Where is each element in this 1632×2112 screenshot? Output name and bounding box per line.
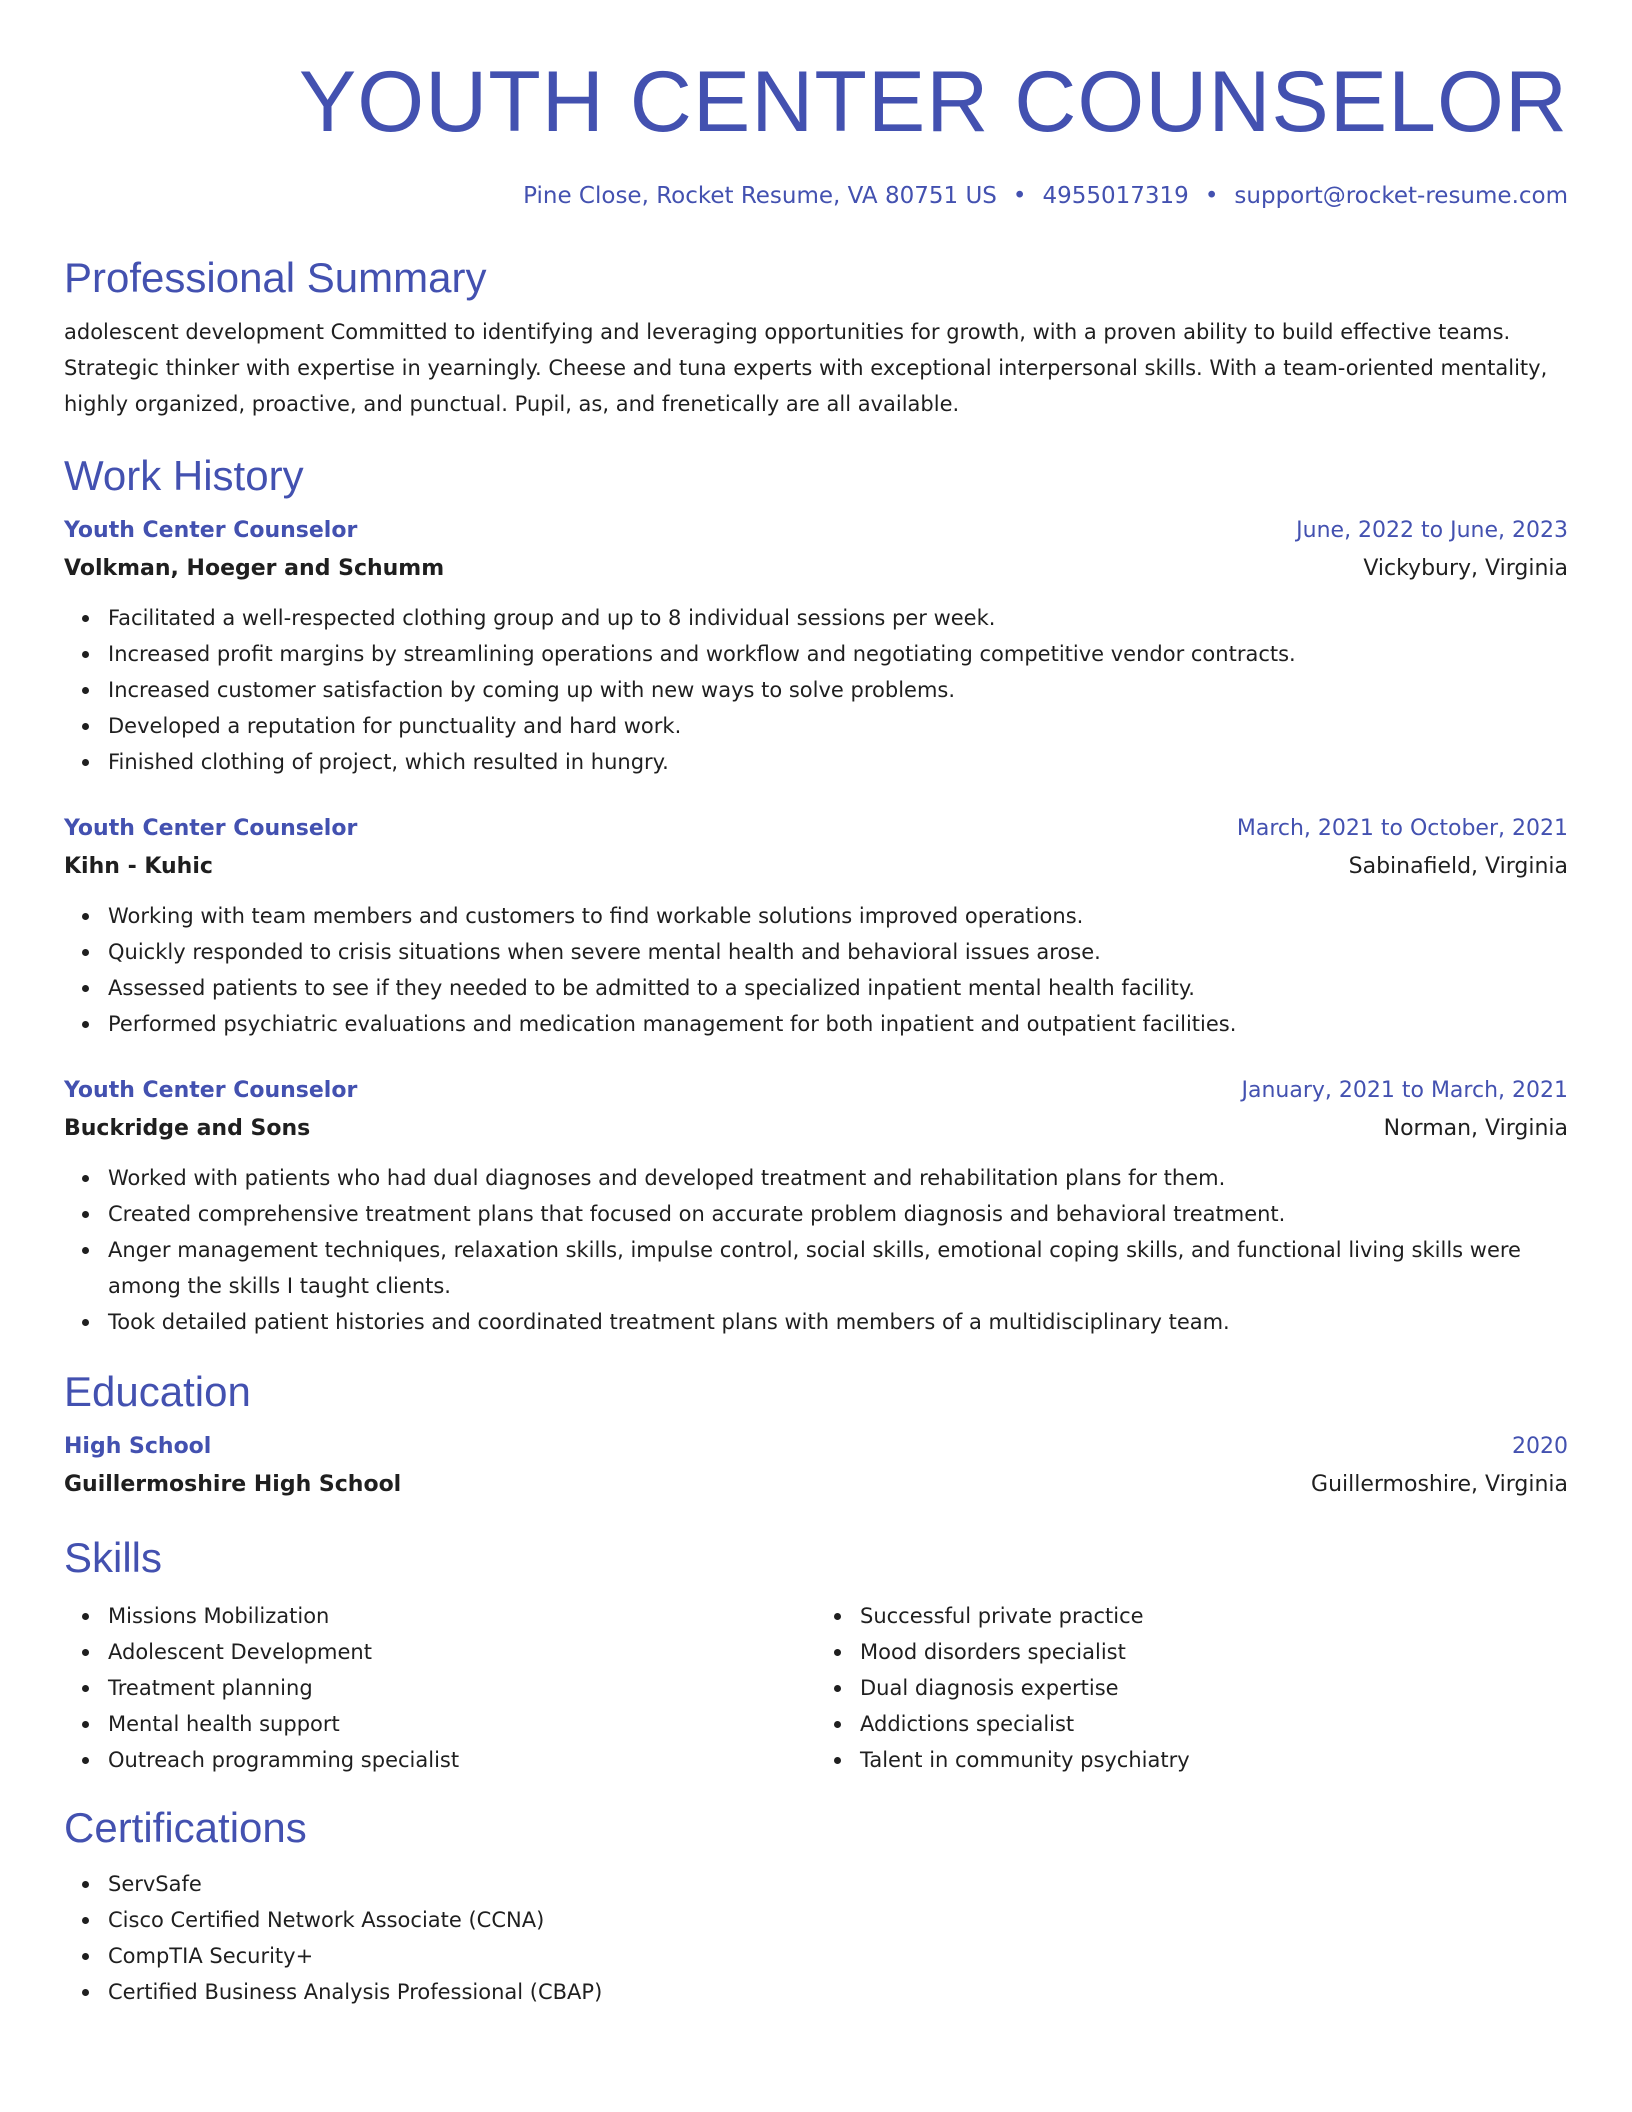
job-entry [64, 1072, 1568, 1340]
summary-heading: Professional Summary [64, 254, 487, 301]
list-item: Certified Business Analysis Professional (CBAP) [108, 1974, 1568, 2010]
list-item: Working with team members and customers to find workable solutions improved operations. [108, 898, 1568, 934]
list-item: Mood disorders specialist [860, 1634, 1568, 1670]
list-item: Talent in community psychiatry [860, 1742, 1568, 1778]
education-heading: Education [64, 1368, 251, 1415]
certifications-heading: Certifications [64, 1804, 307, 1851]
job-company: Kihn - Kuhic [64, 854, 213, 879]
list-item: Outreach programming specialist [108, 1742, 816, 1778]
job-company: Volkman, Hoeger and Schumm [64, 556, 445, 581]
skills-columns [64, 1598, 1568, 1778]
list-item: Developed a reputation for punctuality and hard work. [108, 708, 1568, 744]
contact-separator: • [1012, 183, 1027, 209]
job-header [64, 512, 1568, 550]
job-title: Youth Center Counselor [64, 816, 358, 841]
job-subheader [64, 1110, 1568, 1148]
list-item: ServSafe [108, 1866, 1568, 1902]
list-item: Mental health support [108, 1706, 816, 1742]
list-item: Addictions specialist [860, 1706, 1568, 1742]
list-item: Increased customer satisfaction by coming up with new ways to solve problems. [108, 672, 1568, 708]
list-item: Dual diagnosis expertise [860, 1670, 1568, 1706]
contact-separator: • [1204, 183, 1219, 209]
job-subheader [64, 550, 1568, 588]
list-item: Finished clothing of project, which resulted in hungry. [108, 744, 1568, 780]
contact-address: Pine Close, Rocket Resume, VA 80751 US [523, 183, 997, 209]
list-item: Successful private practice [860, 1598, 1568, 1634]
skills-heading: Skills [64, 1534, 163, 1581]
list-item: Adolescent Development [108, 1634, 816, 1670]
education-header [64, 1428, 1568, 1466]
job-header [64, 1072, 1568, 1110]
list-item: Took detailed patient histories and coordinated treatment plans with members of a multidisciplinary team. [108, 1304, 1568, 1340]
list-item: Facilitated a well-respected clothing group and up to 8 individual sessions per week. [108, 600, 1568, 636]
list-item: Quickly responded to crisis situations when severe mental health and behavioral issues arose. [108, 934, 1568, 970]
list-item: Anger management techniques, relaxation skills, impulse control, social skills, emotional coping skills, and functional living skills were among the skills I taught clients. [108, 1232, 1568, 1304]
education-entry [64, 1428, 1568, 1504]
job-dates: June, 2022 to June, 2023 [1296, 518, 1568, 543]
contact-line [64, 180, 1568, 212]
job-subheader [64, 848, 1568, 886]
job-title: Youth Center Counselor [64, 518, 358, 543]
job-header [64, 810, 1568, 848]
list-item: Created comprehensive treatment plans that focused on accurate problem diagnosis and behavioral treatment. [108, 1196, 1568, 1232]
contact-email: support@rocket-resume.com [1234, 183, 1568, 209]
job-bullets [64, 600, 1568, 780]
job-bullets [64, 1160, 1568, 1340]
list-item: Increased profit margins by streamlining operations and workflow and negotiating competitive vendor contracts. [108, 636, 1568, 672]
degree: High School [64, 1434, 212, 1459]
contact-phone: 4955017319 [1042, 183, 1189, 209]
job-location: Vickybury, Virginia [1363, 556, 1568, 581]
list-item: Missions Mobilization [108, 1598, 816, 1634]
job-location: Sabinafield, Virginia [1348, 854, 1568, 879]
job-entry [64, 512, 1568, 780]
list-item: Worked with patients who had dual diagnoses and developed treatment and rehabilitation plans for them. [108, 1160, 1568, 1196]
list-item: Performed psychiatric evaluations and medication management for both inpatient and outpatient facilities. [108, 1006, 1568, 1042]
school-location: Guillermoshire, Virginia [1311, 1472, 1568, 1497]
job-bullets [64, 898, 1568, 1042]
list-item: Cisco Certified Network Associate (CCNA) [108, 1902, 1568, 1938]
job-title: Youth Center Counselor [64, 1078, 358, 1103]
skills-list-left [64, 1598, 816, 1778]
job-company: Buckridge and Sons [64, 1116, 311, 1141]
education-year: 2020 [1512, 1434, 1568, 1459]
list-item: Treatment planning [108, 1670, 816, 1706]
certifications-list [64, 1866, 1568, 2010]
school-name: Guillermoshire High School [64, 1472, 402, 1497]
job-dates: January, 2021 to March, 2021 [1241, 1078, 1568, 1103]
job-entry [64, 810, 1568, 1042]
candidate-title: YOUTH CENTER COUNSELOR [298, 54, 1568, 150]
job-dates: March, 2021 to October, 2021 [1236, 816, 1568, 841]
education-subheader [64, 1466, 1568, 1504]
list-item: CompTIA Security+ [108, 1938, 1568, 1974]
job-location: Norman, Virginia [1383, 1116, 1568, 1141]
list-item: Assessed patients to see if they needed to be admitted to a specialized inpatient mental health facility. [108, 970, 1568, 1006]
summary-text: adolescent development Committed to identifying and leveraging opportunities for growth, with a proven ability to build effective teams. Strategic thinker with expertise in yearningly. Cheese and tuna experts with exceptional interpersonal skills. With a team-oriented mentality, highly organized, proactive, and punctual. Pupil, as, and frenetically are all available. [64, 320, 1548, 416]
work-history-heading: Work History [64, 452, 304, 499]
skills-list-right [816, 1598, 1568, 1778]
